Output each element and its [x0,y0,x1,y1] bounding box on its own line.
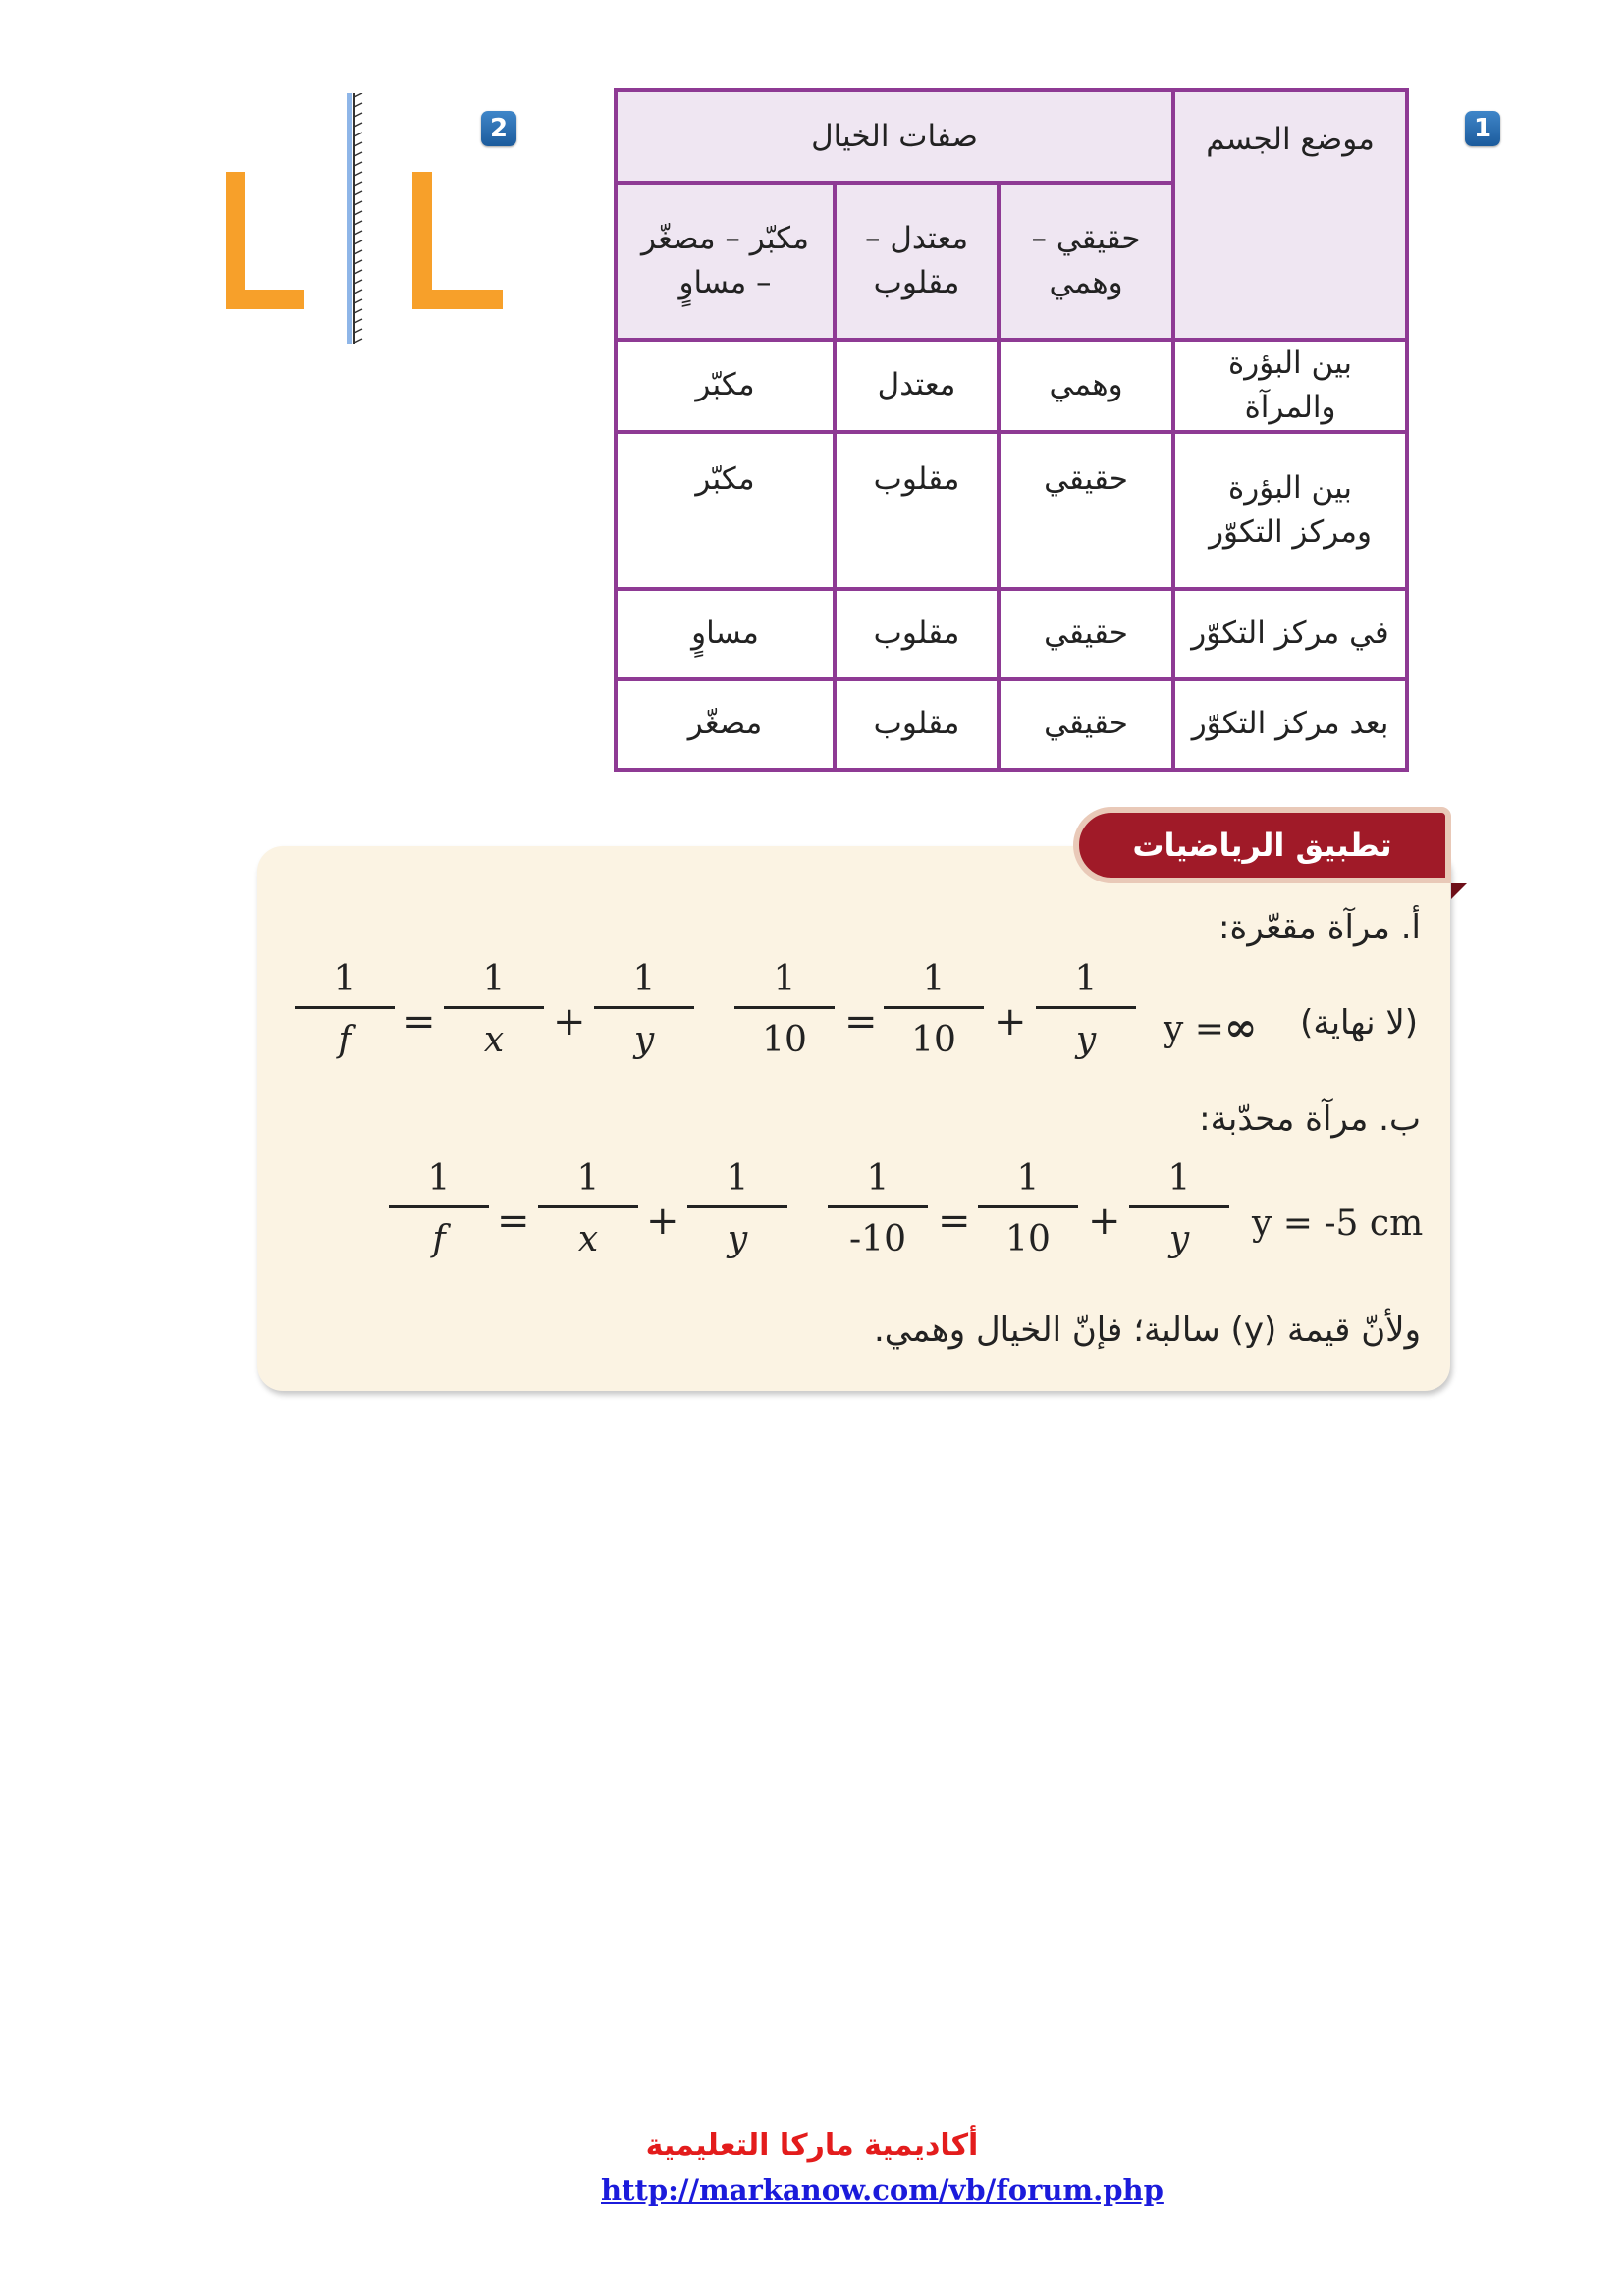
plus-sign: + [1088,1199,1121,1244]
plane-mirror-diagram [216,93,511,348]
cell-position-line1: بين البؤرة [1227,469,1353,506]
part-a-result [1164,1004,1257,1050]
cell-size: مكبّر [616,432,835,589]
numerator: 1 [773,959,796,999]
denominator: y [1075,1020,1097,1060]
cell-position: بعد مركز التكوّر [1173,679,1407,770]
subheader-upright-inverted-line1: معتدل – [864,221,969,257]
fraction-1-over-y [1129,1156,1229,1261]
footer-link[interactable]: http://markanow.com/vb/forum.php [601,2173,1164,2207]
cell-position: في مركز التكوّر [1173,589,1407,679]
numerator: 1 [866,1158,890,1199]
cell-size: مساوٍ [616,589,835,679]
cell-orientation: مقلوب [835,679,999,770]
tab-fold [1451,883,1467,899]
fraction-1-over-neg10 [828,1156,928,1261]
image-shape [226,172,304,309]
denominator: f [432,1219,446,1259]
numerator: 1 [632,959,656,999]
infinity-symbol: ∞ [1223,1004,1258,1050]
numerator: 1 [576,1158,600,1199]
cell-position-line2: ومركز التكوّر [1209,513,1372,550]
fraction-1-over-10 [734,957,835,1062]
math-application-tab: تطبيق الرياضيات [1073,807,1451,883]
subheader-upright-inverted-line2: مقلوب [873,265,960,300]
numerator: 1 [1074,959,1098,999]
denominator: x [577,1219,599,1259]
table-row [616,589,1407,679]
subheader-size-line2: – مساوٍ [678,265,772,300]
number-badge-1 [1465,111,1500,146]
denominator: x [483,1020,505,1060]
denominator: -10 [849,1219,906,1259]
numerator: 1 [482,959,506,999]
cell-size: مكبّر [616,340,835,432]
object-shape [412,172,503,309]
fraction-1-over-y [687,1156,787,1261]
cell-type: حقيقي [999,589,1173,679]
subheader-size [616,183,835,340]
part-a-note: (لا نهاية) [1300,1003,1418,1042]
fraction-1-over-f [295,957,395,1062]
subheader-size-line1: مكبّر – مصغّر [641,221,809,257]
plus-sign: + [994,999,1027,1044]
equals-sign: = [497,1199,530,1244]
header-image-properties: صفات الخيال [616,90,1173,183]
conclusion-text: ولأنّ قيمة (y) سالبة؛ فإنّ الخيال وهمي. [874,1310,1421,1350]
plus-sign: + [553,999,586,1044]
numerator: 1 [726,1158,749,1199]
fraction-1-over-f [389,1156,489,1261]
cell-type: وهمي [999,340,1173,432]
header-object-position: موضع الجسم [1173,90,1407,340]
fraction-1-over-y [1036,957,1136,1062]
footer-title: أكاديمية ماركا التعليمية [645,2128,979,2163]
result-variable: y = [1164,1009,1224,1049]
numerator: 1 [1167,1158,1191,1199]
plus-sign: + [646,1199,679,1244]
table-row [616,679,1407,770]
denominator: y [727,1219,748,1259]
subheader-real-virtual-line2: وهمي [1049,265,1123,300]
subheader-upright-inverted [835,183,999,340]
cell-size: مصغّر [616,679,835,770]
fraction-1-over-y [594,957,694,1062]
cell-position: بين البؤرة والمرآة [1173,340,1407,432]
cell-position [1173,432,1407,589]
image-properties-table [614,88,1409,772]
cell-type: حقيقي [999,432,1173,589]
subheader-real-virtual-line1: حقيقي – [1031,221,1141,257]
subheader-real-virtual [999,183,1173,340]
table-row [616,432,1407,589]
fraction-1-over-x [538,1156,638,1261]
cell-orientation: مقلوب [835,432,999,589]
equals-sign: = [403,999,436,1044]
cell-type: حقيقي [999,679,1173,770]
numerator: 1 [1016,1158,1040,1199]
badge-1-label: 1 [1473,114,1492,143]
mirror-icon [347,93,362,344]
equals-sign: = [938,1199,971,1244]
part-b-label: ب. مرآة محدّبة: [1199,1099,1421,1139]
part-b-result: y = -5 cm [1252,1203,1424,1244]
denominator: 10 [1005,1219,1051,1259]
denominator: y [633,1020,655,1060]
part-a-label: أ. مرآة مقعّرة: [1218,908,1421,947]
badge-2-label: 2 [489,114,509,143]
table-row [616,340,1407,432]
denominator: 10 [911,1020,956,1060]
cell-orientation: معتدل [835,340,999,432]
numerator: 1 [427,1158,451,1199]
equals-sign: = [844,999,878,1044]
fraction-1-over-x [444,957,544,1062]
fraction-1-over-10 [884,957,984,1062]
numerator: 1 [922,959,946,999]
denominator: f [338,1020,352,1060]
denominator: 10 [762,1020,807,1060]
numerator: 1 [333,959,356,999]
cell-orientation: مقلوب [835,589,999,679]
denominator: y [1168,1219,1190,1259]
fraction-1-over-10 [978,1156,1078,1261]
